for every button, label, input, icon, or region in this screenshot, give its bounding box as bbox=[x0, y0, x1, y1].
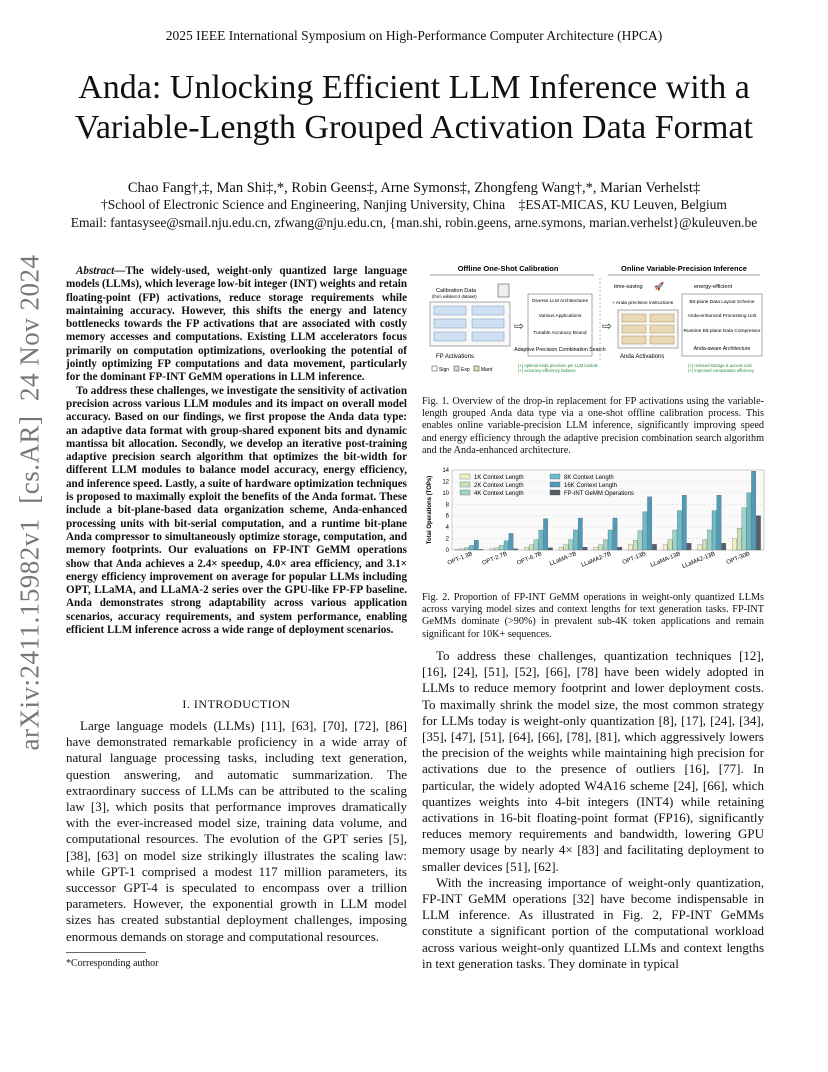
fig1-bitplane-label: Bit-plane Data Layout Scheme bbox=[689, 300, 755, 305]
bar bbox=[633, 540, 637, 550]
bar bbox=[529, 545, 533, 550]
y-tick-label: 6 bbox=[445, 513, 449, 520]
bar bbox=[534, 540, 538, 550]
fig1-pu-label: Anda-enhanced Processing Unit bbox=[687, 314, 757, 319]
author-list: Chao Fang†,‡, Man Shi‡,*, Robin Geens‡, Arne Symons‡, Zhongfeng Wang†,*, Marian Verhelst‡ bbox=[127, 180, 701, 196]
fig1-search-label: Adaptive Precision Combination Search bbox=[514, 347, 606, 353]
bar bbox=[479, 549, 483, 550]
fig1-energy-efficient: energy-efficient bbox=[694, 284, 733, 290]
bar bbox=[742, 508, 746, 550]
paper-title: Anda: Unlocking Efficient LLM Inference with a Variable-Length Grouped Activation Data Format bbox=[75, 69, 753, 146]
fig1-calib-sub: (from wikitext-2 dataset) bbox=[432, 294, 477, 299]
legend-swatch bbox=[550, 490, 560, 495]
bar bbox=[524, 547, 528, 550]
bar bbox=[469, 545, 473, 550]
x-tick-label: LLaMA-13B bbox=[649, 551, 682, 569]
fig1-legend-mant: Mant bbox=[481, 367, 493, 373]
legend-swatch bbox=[460, 482, 470, 487]
venue-header: 2025 IEEE International Symposium on High-Performance Computer Architecture (HPCA) bbox=[165, 28, 663, 43]
bar bbox=[747, 493, 751, 550]
footnote-rule bbox=[66, 952, 146, 953]
legend-label: 4K Context Length bbox=[474, 491, 524, 497]
y-tick-label: 8 bbox=[445, 502, 449, 509]
legend-label: 8K Context Length bbox=[564, 475, 614, 481]
bar bbox=[702, 540, 706, 550]
bar bbox=[618, 547, 622, 550]
bar bbox=[613, 518, 617, 550]
affiliations: †School of Electronic Science and Engineering, Nanjing University, China ‡ESAT-MICAS, KU Leuven, Belgium bbox=[101, 197, 727, 212]
figure-1-diagram bbox=[422, 262, 764, 384]
fig1-legend-exp-swatch bbox=[454, 366, 459, 371]
y-tick-label: 0 bbox=[445, 548, 449, 554]
bar bbox=[490, 549, 494, 550]
bar bbox=[707, 530, 711, 550]
bar bbox=[737, 528, 741, 550]
bar bbox=[638, 531, 642, 550]
bar bbox=[647, 497, 651, 550]
right-paragraph-1: To address these challenges, quantization techniques [12], [16], [24], [51], [52], [66], [78] have been widely adopted in LLMs to reduce memory footprint and lower deployment costs. To maximally shrink the model size, the most common strategy for LLMs today is weight-only quantization [8], [17], [24], [34], [35], [47], [51], [64], [66], [78], [81], which aggressively lowers the precision of the weights while maintaining high precision for activations due to the presence of outliers [16], [77]. In particular, the widely adopted W4A16 scheme [24], [66], which quantizes weights into 4-bit integers (INT4) while retaining activations in 16-bit floating-point format (FP16), significantly reduces memory requirements and bandwidth, lowering GPU memory usage by nearly 4× [83] and facilitating deployment to smaller devices [51], [62]. bbox=[422, 648, 764, 874]
x-tick-label: LLaMA-7B bbox=[549, 551, 578, 568]
y-axis-label: Total Operations (TOPs) bbox=[427, 475, 433, 545]
bar bbox=[687, 543, 691, 550]
bar bbox=[663, 545, 667, 550]
fig1-dataset-icon bbox=[498, 284, 509, 297]
bar bbox=[494, 548, 498, 550]
fig1-legend-sign: Sign bbox=[439, 367, 450, 373]
bar bbox=[583, 547, 587, 550]
bar bbox=[514, 549, 518, 550]
bar bbox=[603, 540, 607, 550]
bar bbox=[460, 549, 464, 550]
bar bbox=[539, 530, 543, 550]
bar bbox=[598, 545, 602, 550]
fig1-left-title: Offline One-Shot Calibration bbox=[457, 264, 559, 273]
x-tick-label: LLaMA2-7B bbox=[580, 551, 613, 569]
y-tick-label: 2 bbox=[445, 536, 449, 543]
abstract-lead: Abstract bbox=[76, 265, 115, 277]
bar bbox=[677, 511, 681, 550]
section-heading: I. INTRODUCTION bbox=[182, 697, 291, 711]
abstract-paragraph-2: To address these challenges, we investigate the sensitivity of activation precision across various LLM modules and its impact on overall model accuracy. Based on our findings, we first propose the Anda data type: an adaptive data format with group-shared exponent bits and dynamic mantissa bit allocation. Secondly, we develop an iterative post-training adaptive precision search algorithm that optimizes the bit-width for different LLM modules to balance model accuracy, energy efficiency, and inference speed. Lastly, a suite of hardware optimization techniques is proposed to maximally exploit the benefits of the Anda format. These include a bit-plane-based data organization scheme, Anda-enhanced processing units with bit-serial computation, and a runtime bit-plane Anda compressor to simultaneously optimize storage, computation, and memory footprints. Our evaluations on FP-INT GeMM operations show that Anda achieves a 2.4× speedup, 4.0× area efficiency, and 3.1× energy efficiency improvement on average for popular LLMs including OPT, LLaMA, and LLaMA-2 series over the GPU-like FP-FP baseline. Anda demonstrates strong adaptability across various application scenarios, accuracy requirements, and system performance, enabling efficient LLM inference across a wide range of deployment scenarios. bbox=[66, 384, 407, 637]
bar bbox=[717, 495, 721, 550]
bar bbox=[509, 533, 513, 550]
fig1-arrow2-icon: ⇨ bbox=[602, 319, 613, 333]
fig1-arch-label: Anda-aware Architecture bbox=[693, 346, 751, 352]
x-tick-label: OPT-2.7B bbox=[481, 551, 509, 567]
fig1-note-left: (+) optimal Anda precision per LLM module (+) accuracy-efficiency balance bbox=[518, 363, 598, 373]
bar bbox=[564, 545, 568, 550]
email-line: Email: fantasysee@smail.nju.edu.cn, zfwang@nju.edu.cn, {man.shi, robin.geens, arne.symons, marian.verhelst}@kuleuven.be bbox=[70, 215, 758, 230]
fig1-anda-activations-label: Anda Activations bbox=[620, 354, 665, 360]
y-tick-label: 14 bbox=[442, 468, 449, 474]
bar bbox=[698, 545, 702, 550]
bar bbox=[594, 547, 598, 550]
bar bbox=[569, 540, 573, 550]
figure-2-chart bbox=[422, 466, 768, 584]
fig1-diverse-label: Diverse LLM Architectures bbox=[532, 299, 588, 304]
fig1-fp-activation-grid bbox=[430, 302, 510, 346]
legend-swatch bbox=[550, 482, 560, 487]
intro-paragraph-1: Large language models (LLMs) [11], [63], [70], [72], [86] have demonstrated remarkable proficiency in a wide array of natural language processing tasks, including text generation, question answering, and automatic summarization. The extraordinary success of LLMs can be attributed to the scaling law [3], which posits that performance improves dramatically with the ever-increased model size, training data volume, and computational resources. The evolution of the GPT series [5], [38], [63] on model size strikingly illustrates the scaling law: while GPT-1 comprised a modest 117 million parameters, its successor GPT-4 is speculated to encompass over a trillion parameters. However, the exponential growth in LLM model sizes has created substantial deployment challenges, imposing enormous demands on storage and computational resources. bbox=[66, 718, 407, 944]
legend-label: 16K Context Length bbox=[564, 483, 618, 489]
footnote: *Corresponding author bbox=[66, 958, 159, 969]
fig1-compressor-label: Runtime Bit-plane Data Compressor bbox=[683, 329, 761, 334]
bar bbox=[499, 545, 503, 550]
bar bbox=[673, 530, 677, 550]
x-tick-label: OPT-1.3B bbox=[446, 551, 474, 567]
y-tick-label: 10 bbox=[442, 490, 449, 497]
bar bbox=[455, 549, 459, 550]
right-column-text bbox=[422, 648, 764, 972]
abstract-paragraph-1: —The widely-used, weight-only quantized large language models (LLMs), which leverage low-bit integer (INT) weights and retain floating-point (FP) activations, reduce storage requirements while maintaining accuracy. However, this shifts the energy and latency bottlenecks towards the FP activations that are associated with costly memory accesses and computations. Existing LLM accelerators focus primarily on computation optimizations, overlooking the potential of jointly optimizing FP computations and data movement, particularly for the dominant FP-INT GeMM operations in LLM inference. bbox=[66, 265, 408, 384]
bar bbox=[751, 471, 755, 550]
legend-swatch bbox=[460, 490, 470, 495]
x-tick-label: LLaMA2-13B bbox=[681, 551, 717, 570]
intro-text bbox=[66, 718, 407, 945]
bar bbox=[722, 543, 726, 550]
abstract bbox=[66, 265, 407, 637]
bar bbox=[465, 548, 469, 550]
fig1-time-saving: time-saving bbox=[614, 284, 643, 290]
fig1-anda-activation-grid bbox=[618, 310, 678, 348]
bar bbox=[608, 530, 612, 550]
bar bbox=[628, 545, 632, 550]
bar bbox=[548, 548, 552, 550]
bar bbox=[732, 539, 736, 550]
bar bbox=[504, 541, 508, 550]
fig1-legend-sign-swatch bbox=[432, 366, 437, 371]
fig1-legend-mant-swatch bbox=[474, 366, 479, 371]
fig1-various-label: Various Applications bbox=[538, 314, 582, 319]
y-tick-label: 4 bbox=[445, 525, 449, 532]
bar bbox=[643, 512, 647, 550]
fig1-calib-label: Calibration Data bbox=[436, 288, 477, 294]
bar bbox=[573, 530, 577, 550]
right-paragraph-2: With the increasing importance of weight-only quantization, FP-INT GeMM operations [32] have become indispensable in LLM inference. As illustrated in Fig. 2, FP-INT GeMMs constitute a significant portion of the computational workload across various weight-only quantized LLMs and context lengths in text generation tasks. They dominate in typical bbox=[422, 874, 764, 971]
bar bbox=[652, 544, 656, 550]
bar bbox=[682, 495, 686, 550]
figure-2-caption: Fig. 2. Proportion of FP-INT GeMM operations in weight-only quantized LLMs across varying model sizes and context lengths for text generation tasks. FP-INT GeMMs dominate (>90%) in prevalent sub-4K token applications and remain significant for 10K+ sequences. bbox=[422, 592, 764, 640]
arxiv-stamp: arXiv:2411.15982v1 [cs.AR] 24 Nov 2024 bbox=[14, 254, 45, 751]
bar bbox=[578, 518, 582, 550]
bar bbox=[559, 547, 563, 550]
x-tick-label: OPT-13B bbox=[621, 551, 647, 567]
bar bbox=[712, 511, 716, 550]
legend-label: 2K Context Length bbox=[474, 483, 524, 489]
figure-1-caption: Fig. 1. Overview of the drop-in replacement for FP activations using the variable-length grouped Anda data type via a one-shot offline calibration process. This enables online variable-precision LLM inference, significantly improving speed and energy efficiency through the adaptive precision combination search algorithm and the Anda-enhanced architecture. bbox=[422, 396, 764, 456]
fig1-fp-activations-label: FP Activations bbox=[436, 354, 474, 360]
fig1-arrow-icon: ⇨ bbox=[514, 319, 525, 333]
legend-label: 1K Context Length bbox=[474, 475, 524, 481]
x-tick-label: OPT-30B bbox=[725, 551, 751, 567]
legend-label: FP-INT GeMM Operations bbox=[564, 491, 634, 497]
bar bbox=[668, 540, 672, 550]
bar bbox=[474, 540, 478, 550]
legend-swatch bbox=[550, 474, 560, 479]
fig1-tunable-label: Tunable Accuracy Bound bbox=[533, 331, 587, 336]
x-tick-label: OPT-6.7B bbox=[516, 551, 543, 567]
fig1-right-title: Online Variable-Precision Inference bbox=[621, 264, 747, 273]
fig1-rocket-icon: 🚀 bbox=[654, 282, 664, 291]
legend-swatch bbox=[460, 474, 470, 479]
fig1-legend-exp: Exp bbox=[461, 367, 470, 373]
y-tick-label: 12 bbox=[442, 479, 449, 486]
bar bbox=[543, 519, 547, 550]
fig1-instr-label: + Anda precision instructions bbox=[612, 301, 674, 306]
fig1-note-right: (+) reduced storage & access cost (+) improved computation efficiency bbox=[688, 363, 755, 373]
bar bbox=[756, 516, 760, 550]
